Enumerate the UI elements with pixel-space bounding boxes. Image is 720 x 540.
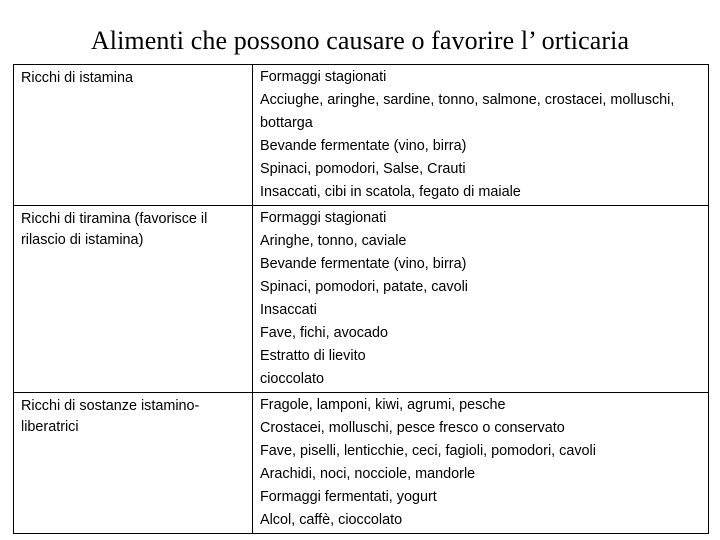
list-item: Formaggi stagionati [260, 69, 387, 85]
list-item: cioccolato [260, 371, 324, 387]
items-cell [253, 206, 709, 393]
list-item: Spinaci, pomodori, patate, cavoli [260, 279, 468, 295]
items-cell [253, 393, 709, 534]
list-item: Fave, piselli, lenticchie, ceci, fagioli, pomodori, cavoli [260, 443, 596, 459]
food-table [13, 64, 709, 534]
list-item: Insaccati [260, 302, 317, 318]
table-row [14, 393, 709, 534]
list-item: Alcol, caffè, cioccolato [260, 512, 403, 528]
list-item: Crostacei, molluschi, pesce fresco o conservato [260, 420, 565, 436]
table-row [14, 206, 709, 393]
page-title: Alimenti che possono causare o favorire l’ orticaria [90, 26, 630, 55]
category-cell: Ricchi di istamina [14, 65, 253, 206]
list-item: Arachidi, noci, nocciole, mandorle [260, 466, 476, 482]
list-item: Aringhe, tonno, caviale [260, 233, 407, 249]
list-item: Spinaci, pomodori, Salse, Crauti [260, 161, 466, 177]
list-item: Bevande fermentate (vino, birra) [260, 138, 467, 154]
list-item: Fave, fichi, avocado [260, 325, 388, 341]
items-cell [253, 65, 709, 206]
list-item: Acciughe, aringhe, sardine, tonno, salmone, crostacei, molluschi, bottarga [260, 92, 675, 131]
category-cell: Ricchi di tiramina (favorisce il rilascio di istamina) [14, 206, 253, 393]
table-row [14, 65, 709, 206]
list-item: Bevande fermentate (vino, birra) [260, 256, 467, 272]
category-cell: Ricchi di sostanze istamino-liberatrici [14, 393, 253, 534]
list-item: Formaggi fermentati, yogurt [260, 489, 437, 505]
list-item: Insaccati, cibi in scatola, fegato di maiale [260, 184, 521, 200]
list-item: Formaggi stagionati [260, 210, 387, 226]
list-item: Fragole, lamponi, kiwi, agrumi, pesche [260, 397, 506, 413]
list-item: Estratto di lievito [260, 348, 366, 364]
